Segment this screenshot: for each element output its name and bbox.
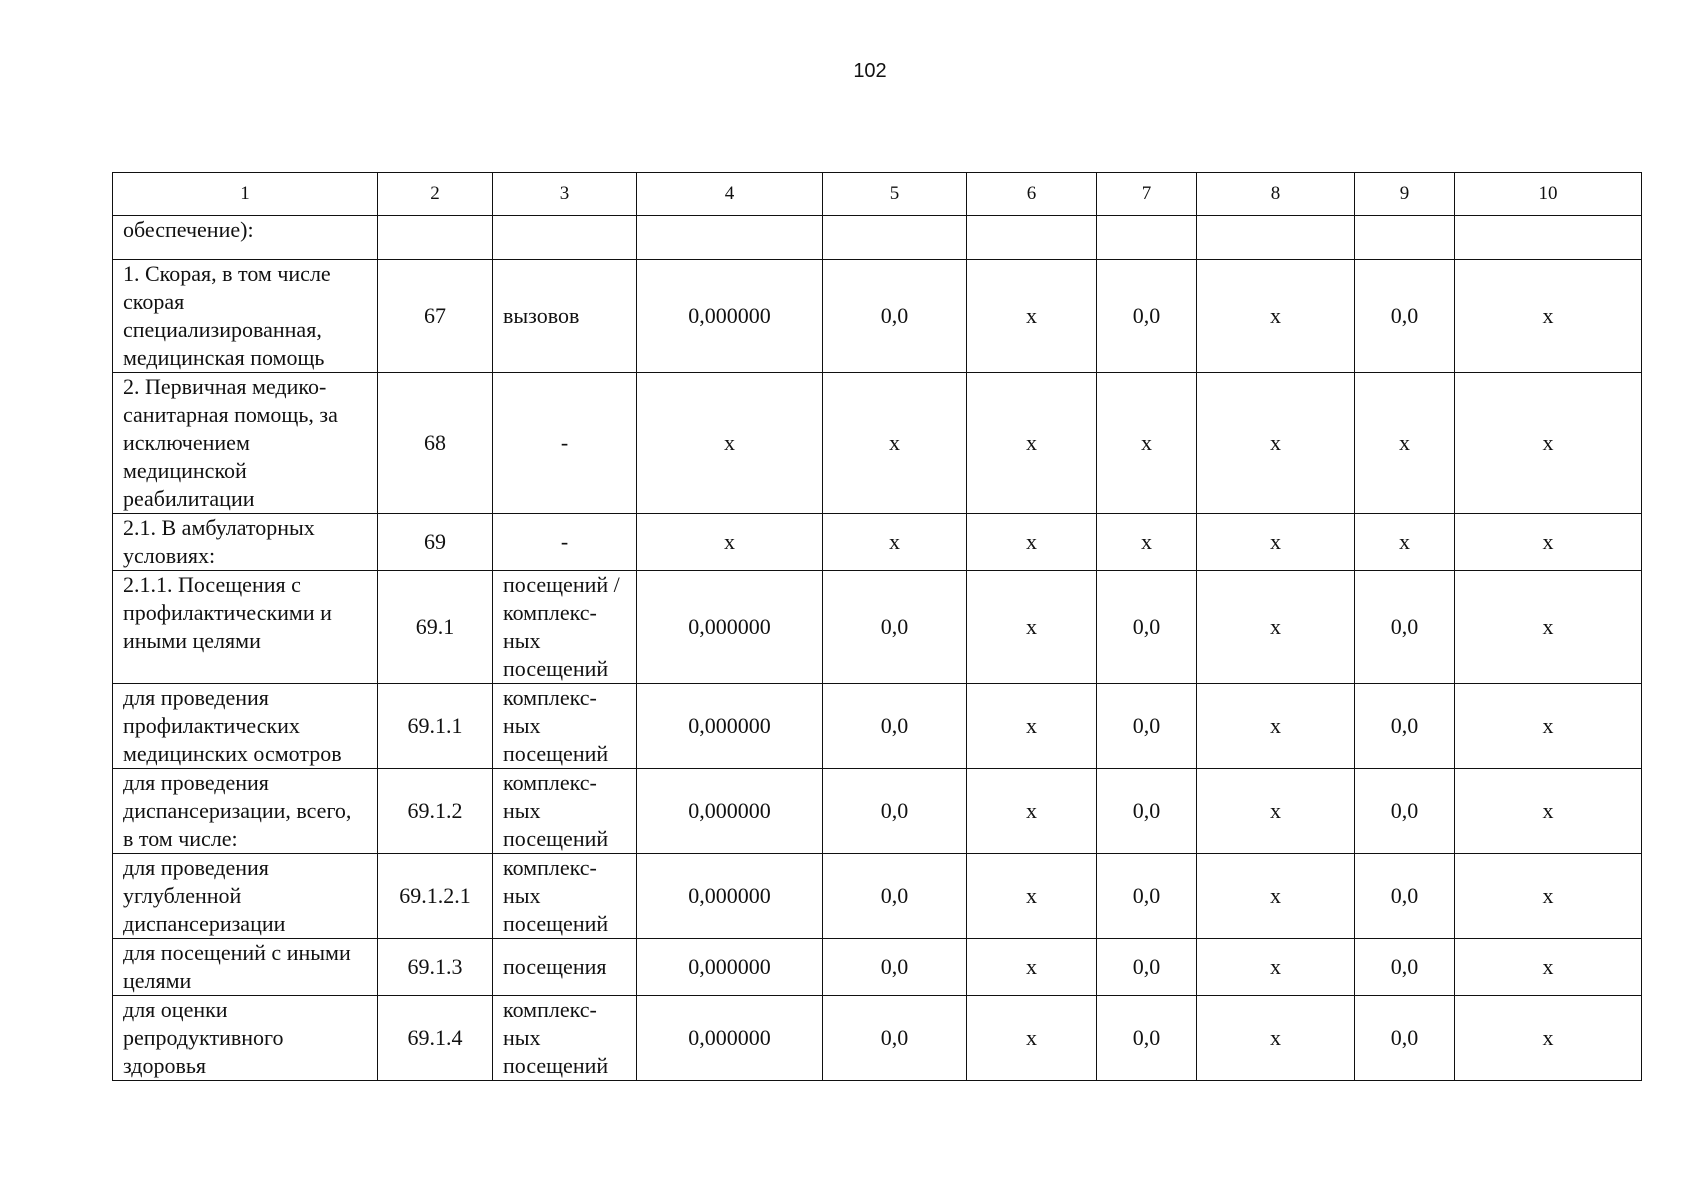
unit-cell: посещения: [493, 939, 637, 996]
row-number: 67: [378, 260, 493, 373]
value-cell: 0,0: [1355, 939, 1455, 996]
value-cell: x: [1455, 769, 1642, 854]
value-cell: x: [1097, 514, 1197, 571]
table-row: [113, 996, 1642, 1081]
value-cell: x: [1197, 260, 1355, 373]
row-name: для оценки репродуктивного здоровья: [113, 996, 378, 1081]
row-number: 69.1.3: [378, 939, 493, 996]
value-cell: 0,0: [823, 571, 967, 684]
value-cell: x: [967, 996, 1097, 1081]
column-number: 8: [1197, 173, 1355, 216]
unit-cell: комплекс-ных посещений: [493, 769, 637, 854]
table-row: [113, 216, 1642, 260]
table-row: [113, 260, 1642, 373]
value-cell: x: [967, 769, 1097, 854]
value-cell: 0,0: [823, 769, 967, 854]
value-cell: 0,0: [1097, 684, 1197, 769]
value-cell: x: [1197, 854, 1355, 939]
value-cell: 0,0: [823, 996, 967, 1081]
value-cell: 0,0: [1097, 769, 1197, 854]
value-cell: x: [1455, 571, 1642, 684]
value-cell: 0,0: [1097, 854, 1197, 939]
row-name: 1. Скорая, в том числе скорая специализированная, медицинская помощь: [113, 260, 378, 373]
value-cell: [823, 216, 967, 260]
value-cell: x: [1355, 514, 1455, 571]
column-number-row: [113, 173, 1642, 216]
value-cell: 0,0: [823, 854, 967, 939]
column-number: 6: [967, 173, 1097, 216]
value-cell: [967, 216, 1097, 260]
column-number: 5: [823, 173, 967, 216]
value-cell: x: [637, 373, 823, 514]
table-row: [113, 571, 1642, 684]
value-cell: x: [1197, 939, 1355, 996]
value-cell: 0,000000: [637, 996, 823, 1081]
value-cell: x: [1197, 684, 1355, 769]
column-number: 4: [637, 173, 823, 216]
value-cell: 0,0: [823, 260, 967, 373]
unit-cell: -: [493, 373, 637, 514]
column-number: 1: [113, 173, 378, 216]
value-cell: [1197, 216, 1355, 260]
value-cell: [637, 216, 823, 260]
value-cell: x: [637, 514, 823, 571]
value-cell: x: [1455, 996, 1642, 1081]
row-name: 2.1.1. Посещения с профилактическими и иными целями: [113, 571, 378, 684]
value-cell: [1455, 216, 1642, 260]
value-cell: 0,000000: [637, 260, 823, 373]
row-name: обеспечение):: [113, 216, 378, 260]
value-cell: 0,0: [1355, 684, 1455, 769]
row-number: 69.1: [378, 571, 493, 684]
value-cell: 0,0: [1097, 939, 1197, 996]
value-cell: 0,0: [823, 939, 967, 996]
value-cell: 0,000000: [637, 769, 823, 854]
row-number: 69.1.1: [378, 684, 493, 769]
value-cell: x: [967, 684, 1097, 769]
column-number: 2: [378, 173, 493, 216]
row-number: 69: [378, 514, 493, 571]
value-cell: x: [1197, 373, 1355, 514]
value-cell: x: [1455, 684, 1642, 769]
value-cell: [1097, 216, 1197, 260]
row-number: 68: [378, 373, 493, 514]
value-cell: 0,000000: [637, 571, 823, 684]
value-cell: 0,000000: [637, 854, 823, 939]
value-cell: x: [967, 260, 1097, 373]
value-cell: 0,0: [1097, 571, 1197, 684]
unit-cell: посещений / комплекс-ных посещений: [493, 571, 637, 684]
value-cell: x: [1355, 373, 1455, 514]
unit-cell: -: [493, 514, 637, 571]
column-number: 7: [1097, 173, 1197, 216]
value-cell: x: [1197, 769, 1355, 854]
value-cell: x: [1455, 260, 1642, 373]
value-cell: 0,0: [1355, 260, 1455, 373]
table-row: [113, 854, 1642, 939]
table-row: [113, 373, 1642, 514]
value-cell: 0,0: [1355, 854, 1455, 939]
row-name: 2. Первичная медико-санитарная помощь, за исключением медицинской реабилитации: [113, 373, 378, 514]
page-number: 102: [853, 60, 887, 82]
data-table: [112, 172, 1642, 1081]
value-cell: 0,0: [823, 684, 967, 769]
row-number: 69.1.2.1: [378, 854, 493, 939]
value-cell: x: [823, 373, 967, 514]
value-cell: x: [1197, 514, 1355, 571]
row-number: 69.1.4: [378, 996, 493, 1081]
column-number: 9: [1355, 173, 1455, 216]
value-cell: x: [1455, 514, 1642, 571]
value-cell: 0,0: [1355, 769, 1455, 854]
table-row: [113, 769, 1642, 854]
value-cell: 0,0: [1355, 996, 1455, 1081]
value-cell: x: [967, 571, 1097, 684]
unit-cell: вызовов: [493, 260, 637, 373]
value-cell: x: [1197, 571, 1355, 684]
value-cell: x: [967, 373, 1097, 514]
unit-cell: комплекс-ных посещений: [493, 996, 637, 1081]
value-cell: 0,0: [1097, 996, 1197, 1081]
table-row: [113, 514, 1642, 571]
row-name: для проведения диспансеризации, всего, в том числе:: [113, 769, 378, 854]
row-name: для проведения углубленной диспансеризации: [113, 854, 378, 939]
value-cell: x: [1455, 854, 1642, 939]
value-cell: 0,0: [1097, 260, 1197, 373]
value-cell: [1355, 216, 1455, 260]
table-row: [113, 684, 1642, 769]
value-cell: x: [967, 514, 1097, 571]
value-cell: 0,000000: [637, 939, 823, 996]
value-cell: x: [823, 514, 967, 571]
column-number: 10: [1455, 173, 1642, 216]
column-number: 3: [493, 173, 637, 216]
row-name: для посещений с иными целями: [113, 939, 378, 996]
value-cell: x: [1455, 373, 1642, 514]
unit-cell: комплекс-ных посещений: [493, 854, 637, 939]
value-cell: x: [967, 854, 1097, 939]
value-cell: x: [967, 939, 1097, 996]
unit-cell: [493, 216, 637, 260]
value-cell: 0,000000: [637, 684, 823, 769]
row-name: 2.1. В амбулаторных условиях:: [113, 514, 378, 571]
unit-cell: комплекс-ных посещений: [493, 684, 637, 769]
table-row: [113, 939, 1642, 996]
value-cell: x: [1197, 996, 1355, 1081]
row-number: 69.1.2: [378, 769, 493, 854]
value-cell: x: [1097, 373, 1197, 514]
value-cell: 0,0: [1355, 571, 1455, 684]
value-cell: x: [1455, 939, 1642, 996]
row-number: [378, 216, 493, 260]
row-name: для проведения профилактических медицинских осмотров: [113, 684, 378, 769]
